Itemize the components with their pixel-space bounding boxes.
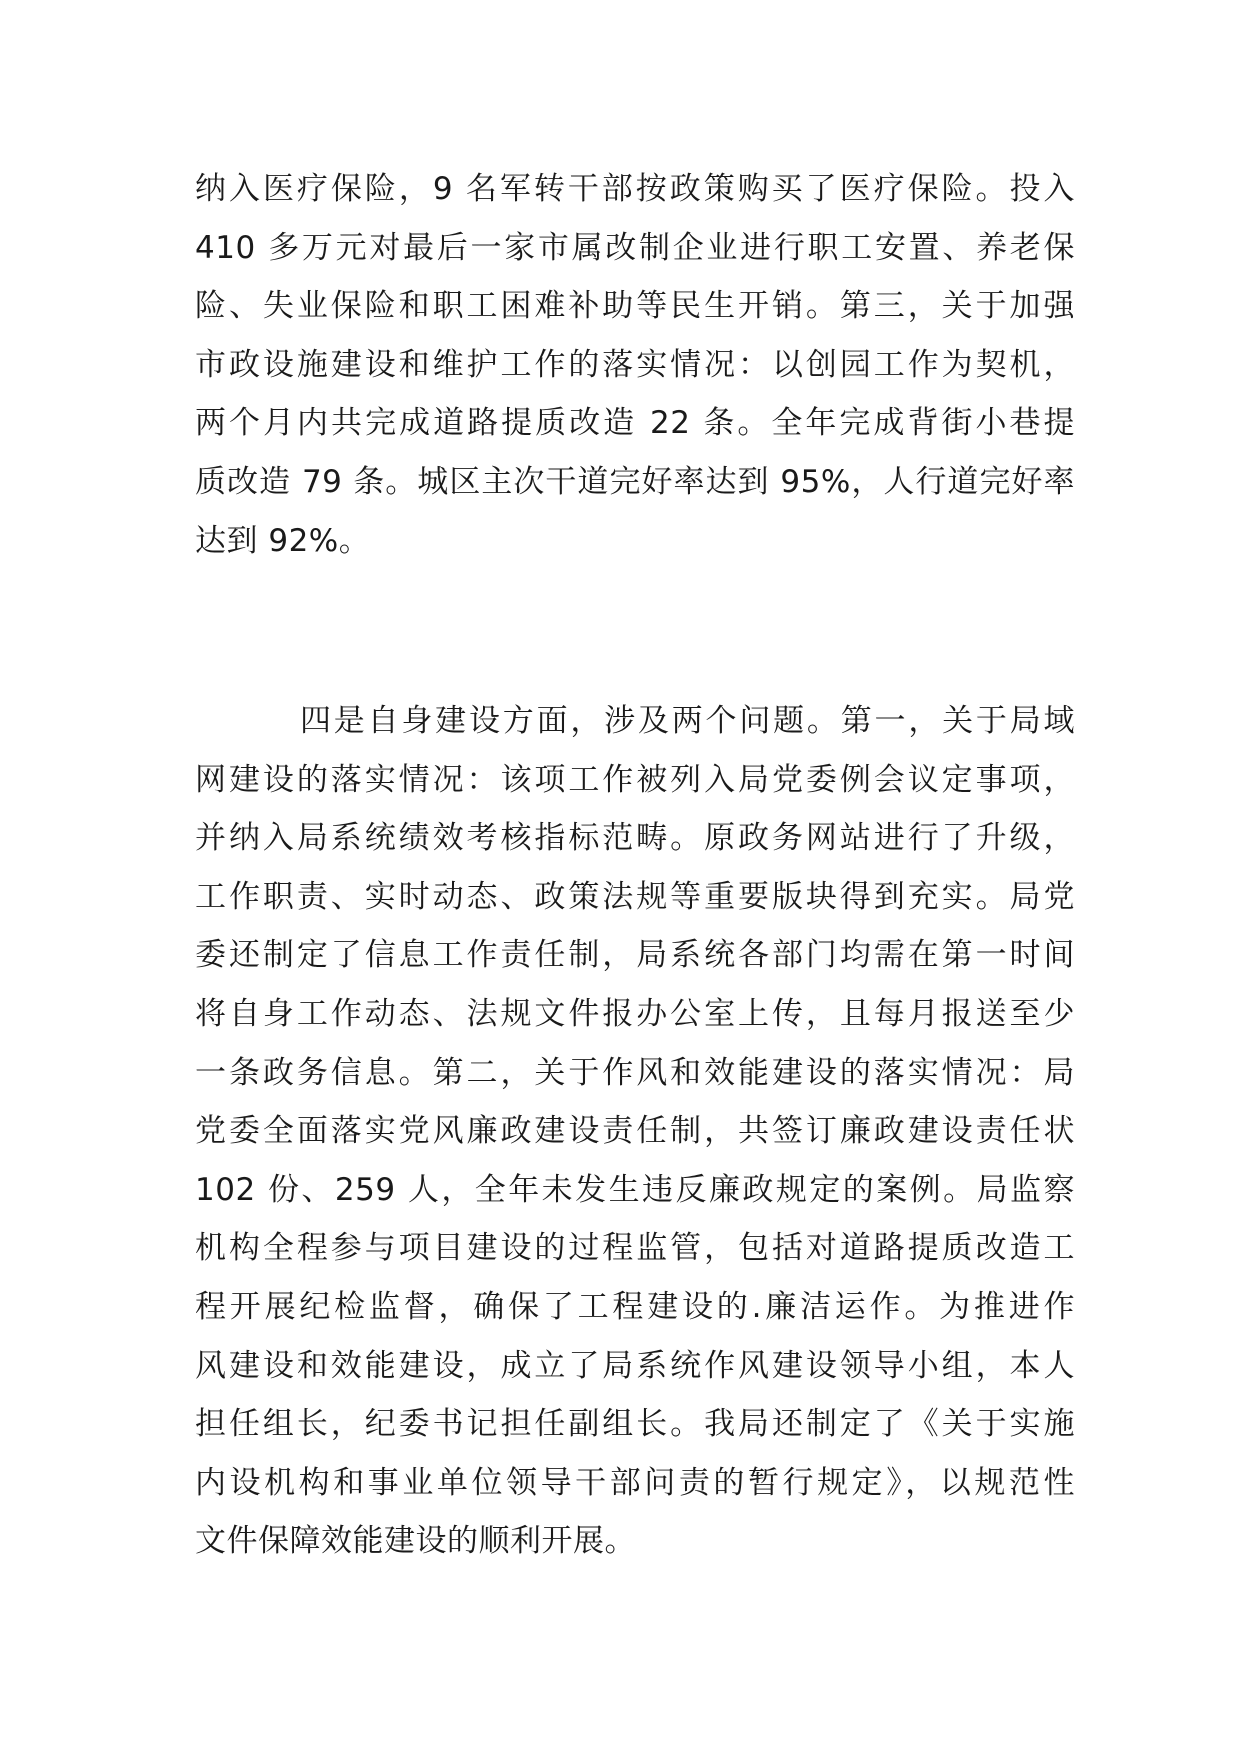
paragraph-2-line: 担任组长，纪委书记担任副组长。我局还制定了《关于实施 xyxy=(195,1406,1075,1443)
paragraph-2-line: 内设机构和事业单位领导干部问责的暂行规定》，以规范性 xyxy=(195,1464,1075,1501)
paragraph-2-line: 工作职责、实时动态、政策法规等重要版块得到充实。局党 xyxy=(195,878,1075,915)
paragraph-1-line: 410 多万元对最后一家市属改制企业进行职工安置、养老保 xyxy=(195,229,1075,266)
paragraph-2-line: 党委全面落实党风廉政建设责任制，共签订廉政建设责任状 xyxy=(195,1113,1075,1150)
paragraph-2-line: 委还制定了信息工作责任制，局系统各部门均需在第一时间 xyxy=(195,937,1075,974)
paragraph-1-line: 纳入医疗保险，9 名军转干部按政策购买了医疗保险。投入 xyxy=(195,171,1075,207)
paragraph-1-line: 两个月内共完成道路提质改造 22 条。全年完成背街小巷提 xyxy=(195,405,1075,442)
paragraph-2-line: 将自身工作动态、法规文件报办公室上传，且每月报送至少 xyxy=(195,995,1075,1032)
paragraph-1-line: 质改造 79 条。城区主次干道完好率达到 95%，人行道完好率 xyxy=(195,463,1075,500)
paragraph-1-line: 达到 92%。 xyxy=(195,522,371,559)
paragraph-2-line: 并纳入局系统绩效考核指标范畴。原政务网站进行了升级， xyxy=(195,820,1075,857)
paragraph-2-line: 网建设的落实情况：该项工作被列入局党委例会议定事项， xyxy=(195,761,1075,798)
paragraph-2 xyxy=(195,692,1075,1571)
paragraph-2-line: 一条政务信息。第二，关于作风和效能建设的落实情况：局 xyxy=(195,1054,1075,1091)
paragraph-2-line: 风建设和效能建设，成立了局系统作风建设领导小组，本人 xyxy=(195,1347,1075,1384)
paragraph-2-line: 102 份、259 人，全年未发生违反廉政规定的案例。局监察 xyxy=(195,1171,1075,1208)
paragraph-1-line: 险、失业保险和职工困难补助等民生开销。第三，关于加强 xyxy=(195,288,1075,325)
paragraph-1-line: 市政设施建设和维护工作的落实情况：以创园工作为契机， xyxy=(195,346,1075,383)
paragraph-2-line: 程开展纪检监督，确保了工程建设的.廉洁运作。为推进作 xyxy=(195,1288,1075,1325)
paragraph-1 xyxy=(195,160,1075,570)
paragraph-2-line: 文件保障效能建设的顺利开展。 xyxy=(195,1523,636,1560)
paragraph-2-line: 四是自身建设方面，涉及两个问题。第一，关于局域 xyxy=(300,703,1075,739)
paragraph-2-line: 机构全程参与项目建设的过程监管，包括对道路提质改造工 xyxy=(195,1230,1075,1267)
